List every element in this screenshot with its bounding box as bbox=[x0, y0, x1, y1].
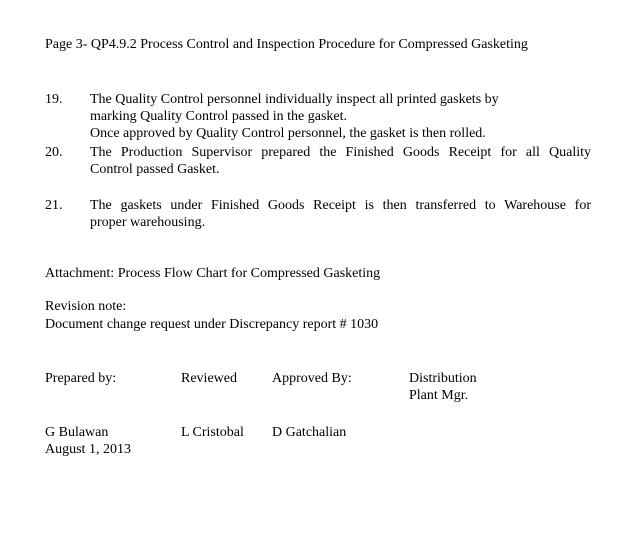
item-19-number: 19. bbox=[45, 92, 63, 107]
item-19-line-1: The Quality Control personnel individually inspect all printed gaskets by bbox=[90, 92, 499, 107]
distribution-value: Plant Mgr. bbox=[409, 388, 469, 403]
distribution-label: Distribution bbox=[409, 371, 477, 386]
revision-note: Document change request under Discrepancy report # 1030 bbox=[45, 317, 379, 332]
prepared-by-label: Prepared by: bbox=[45, 371, 117, 386]
approved-by-name: D Gatchalian bbox=[272, 425, 347, 440]
item-21-text bbox=[90, 197, 591, 231]
item-20-line-1: The Production Supervisor prepared the Finished Goods Receipt for all Quality bbox=[90, 145, 591, 160]
item-21-number: 21. bbox=[45, 198, 63, 213]
approved-by-label: Approved By: bbox=[272, 371, 352, 386]
attachment-note: Attachment: Process Flow Chart for Compressed Gasketing bbox=[45, 266, 381, 281]
reviewed-by-name: L Cristobal bbox=[181, 425, 244, 440]
prepared-by-name: G Bulawan bbox=[45, 425, 109, 440]
item-19-text bbox=[90, 91, 591, 142]
revision-label: Revision note: bbox=[45, 299, 127, 314]
reviewed-label: Reviewed bbox=[181, 371, 237, 386]
item-21-line-2: proper warehousing. bbox=[90, 215, 206, 230]
prepared-date: August 1, 2013 bbox=[45, 442, 131, 457]
item-20-line-2: Control passed Gasket. bbox=[90, 162, 220, 177]
item-19-line-2: marking Quality Control passed in the gasket. bbox=[90, 109, 348, 124]
item-20-text bbox=[90, 144, 591, 178]
item-20-number: 20. bbox=[45, 145, 63, 160]
item-19-line-3: Once approved by Quality Control personnel, the gasket is then rolled. bbox=[90, 126, 486, 141]
item-21-line-1: The gaskets under Finished Goods Receipt is then transferred to Warehouse for bbox=[90, 198, 591, 213]
page-header: Page 3- QP4.9.2 Process Control and Inspection Procedure for Compressed Gasketing bbox=[45, 37, 528, 52]
